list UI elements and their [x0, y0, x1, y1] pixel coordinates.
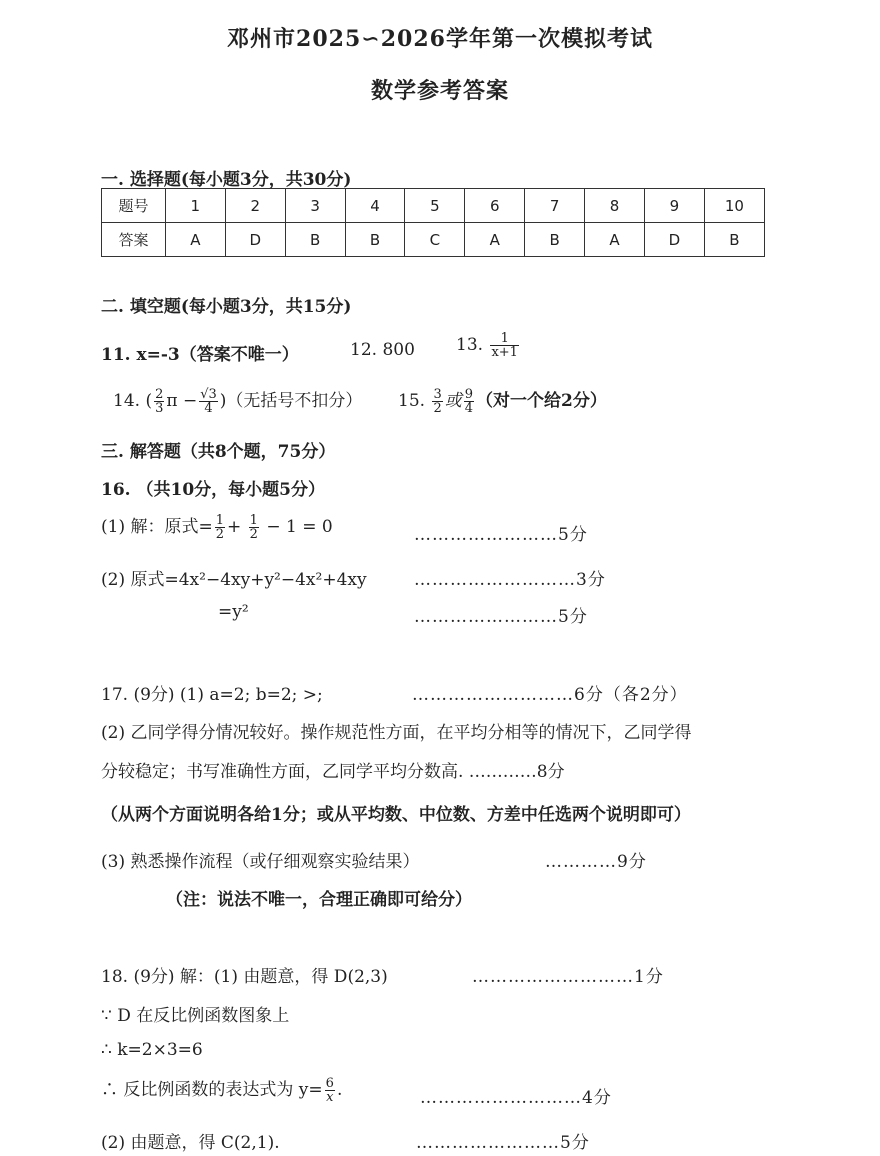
fraction-numerator: 1	[490, 332, 519, 346]
score-text: ……………………5分	[414, 607, 588, 627]
fraction	[464, 388, 474, 415]
q16-heading: 16. （共10分，每小题5分）	[101, 480, 325, 500]
table-cell: A	[165, 223, 225, 257]
answer-11-text: 11. x=-3（答案不唯一）	[101, 345, 299, 365]
q17-note2: （注：说法不唯一，合理正确即可给分）	[166, 890, 472, 910]
fraction-denominator: 4	[204, 401, 213, 416]
q16-part1-prefix: (1) 解：原式=	[101, 517, 213, 537]
q18-line4-prefix: ∴ 反比例函数的表达式为 y=	[101, 1080, 323, 1100]
table-cell: D	[225, 223, 285, 257]
fraction	[325, 1077, 335, 1104]
score-text: ……………………5分	[414, 525, 588, 545]
table-cell: B	[704, 223, 764, 257]
section-3-heading: 三. 解答题（共8个题，75分）	[101, 442, 336, 462]
table-cell: 2	[225, 189, 285, 223]
answer-14-label: 14.	[113, 391, 141, 411]
q18-line2: ∵ D 在反比例函数图象上	[101, 1006, 290, 1026]
table-cell: B	[345, 223, 405, 257]
q16-part1-rest: − 1 = 0	[266, 517, 333, 537]
q16-part1	[101, 512, 333, 541]
table-row	[102, 223, 765, 257]
table-cell: 7	[525, 189, 585, 223]
q17-line3: 分较稳定；书写准确性方面，乙同学平均分数高. …………8分	[101, 762, 565, 782]
plus-sign: +	[227, 517, 242, 537]
answer-15	[398, 386, 607, 415]
table-cell: 8	[585, 189, 645, 223]
fraction	[432, 388, 442, 415]
row-label-answer: 答案	[102, 223, 166, 257]
fraction	[249, 514, 259, 541]
table-cell: 4	[345, 189, 405, 223]
answer-12: 12. 800	[350, 340, 415, 360]
q17-note: （从两个方面说明各给1分；或从平均数、中位数、方差中任选两个说明即可）	[101, 805, 691, 825]
fraction	[490, 332, 519, 359]
answer-13	[456, 332, 521, 359]
table-cell: B	[525, 223, 585, 257]
table-cell: D	[644, 223, 704, 257]
q16-part2-line1: (2) 原式=4x²−4xy+y²−4x²+4xy	[101, 570, 367, 590]
answer-table	[101, 188, 765, 257]
or-word: 或	[444, 391, 462, 411]
fraction-denominator: x	[326, 1090, 334, 1105]
table-cell: 9	[644, 189, 704, 223]
score-text: ………………………6分（各2分）	[412, 685, 688, 705]
score-text: ………………………1分	[472, 967, 664, 987]
pi-minus: π −	[166, 391, 198, 411]
score-text: ……………………5分	[416, 1133, 590, 1153]
q18-line4	[101, 1075, 342, 1104]
answer-15-label: 15.	[398, 391, 426, 411]
answer-11	[101, 340, 299, 365]
fraction-denominator: 2	[249, 527, 258, 542]
table-cell: A	[465, 223, 525, 257]
q17-line1: 17. (9分) (1) a=2; b=2; >;	[101, 685, 323, 705]
table-cell: 10	[704, 189, 764, 223]
answer-14-note: （无括号不扣分）	[226, 391, 363, 411]
paren-open: (	[145, 391, 153, 411]
answer-13-label: 13.	[456, 335, 484, 355]
table-cell: 1	[165, 189, 225, 223]
fraction	[215, 514, 225, 541]
table-cell: B	[285, 223, 345, 257]
q18-line4-end: .	[336, 1080, 343, 1100]
table-cell: 6	[465, 189, 525, 223]
score-text: ………………………3分	[414, 570, 606, 590]
answer-14	[113, 386, 362, 415]
fraction	[154, 388, 164, 415]
q18-line1: 18. (9分) 解：(1) 由题意，得 D(2,3)	[101, 967, 388, 987]
fraction-denominator: 3	[155, 401, 164, 416]
section-1-heading: 一. 选择题(每小题3分，共30分)	[101, 170, 352, 190]
fraction-numerator: √3	[200, 387, 217, 402]
document-subtitle: 数学参考答案	[370, 78, 509, 104]
fraction-denominator: 2	[433, 401, 442, 416]
q17-line2: (2) 乙同学得分情况较好。操作规范性方面，在平均分相等的情况下，乙同学得	[101, 723, 692, 743]
fraction-numerator: 1	[215, 513, 225, 528]
row-label-number: 题号	[102, 189, 166, 223]
q18-line3: ∴ k=2×3=6	[101, 1040, 203, 1060]
section-2-heading: 二. 填空题(每小题3分，共15分)	[101, 297, 352, 317]
document-title: 邓州市2025∽2026学年第一次模拟考试	[227, 26, 653, 52]
q18-line5: (2) 由题意，得 C(2,1).	[101, 1133, 280, 1153]
table-row	[102, 189, 765, 223]
fraction-denominator: x+1	[491, 345, 518, 360]
fraction	[199, 388, 218, 415]
fraction-numerator: 3	[433, 387, 442, 402]
table-cell: A	[585, 223, 645, 257]
paren-close: )	[219, 391, 227, 411]
q17-line4: (3) 熟悉操作流程（或仔细观察实验结果）	[101, 852, 420, 872]
fraction-denominator: 2	[215, 527, 225, 542]
fraction-numerator: 1	[249, 513, 258, 528]
score-text: …………9分	[545, 852, 647, 872]
table-cell: C	[405, 223, 465, 257]
table-cell: 3	[285, 189, 345, 223]
score-text: ………………………4分	[420, 1088, 612, 1108]
fraction-denominator: 4	[464, 401, 474, 416]
table-cell: 5	[405, 189, 465, 223]
fraction-numerator: 9	[464, 387, 474, 402]
answer-15-note: （对一个给2分）	[476, 391, 607, 411]
q16-part2-line2: =y²	[218, 602, 249, 622]
fraction-numerator: 6	[325, 1076, 334, 1091]
fraction-numerator: 2	[155, 387, 164, 402]
